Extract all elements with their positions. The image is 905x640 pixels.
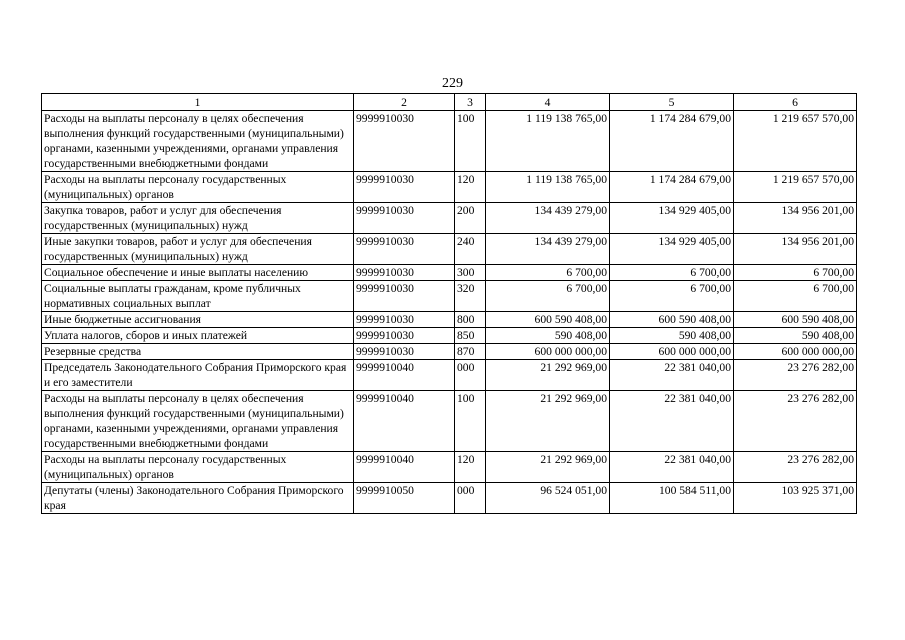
row-year2: 600 000 000,00 [610,344,734,360]
row-code: 9999910050 [354,483,455,514]
budget-table [41,93,857,514]
row-type: 850 [455,328,486,344]
row-year3: 590 408,00 [734,328,857,344]
row-year3: 23 276 282,00 [734,452,857,483]
row-type: 300 [455,265,486,281]
table-row [42,281,857,312]
header-row [42,94,857,111]
row-year1: 21 292 969,00 [486,452,610,483]
row-year2: 590 408,00 [610,328,734,344]
row-code: 9999910030 [354,344,455,360]
row-type: 200 [455,203,486,234]
column-header: 2 [354,94,455,111]
row-name: Иные бюджетные ассигнования [42,312,354,328]
row-year3: 103 925 371,00 [734,483,857,514]
column-header: 4 [486,94,610,111]
row-type: 000 [455,483,486,514]
row-name: Расходы на выплаты персоналу государственных (муниципальных) органов [42,172,354,203]
row-year2: 6 700,00 [610,265,734,281]
row-type: 100 [455,111,486,172]
row-year3: 1 219 657 570,00 [734,172,857,203]
row-year3: 600 000 000,00 [734,344,857,360]
row-type: 120 [455,172,486,203]
row-year2: 1 174 284 679,00 [610,172,734,203]
row-code: 9999910040 [354,452,455,483]
row-name: Депутаты (члены) Законодательного Собрания Приморского края [42,483,354,514]
row-year3: 23 276 282,00 [734,360,857,391]
row-year3: 23 276 282,00 [734,391,857,452]
row-code: 9999910040 [354,360,455,391]
row-year3: 6 700,00 [734,281,857,312]
row-name: Расходы на выплаты персоналу в целях обеспечения выполнения функций государственными (муниципальными) органами, казенными учреждениями, органами управления государственными внебюджетными фондами [42,111,354,172]
column-header: 6 [734,94,857,111]
table-row [42,234,857,265]
row-name: Иные закупки товаров, работ и услуг для обеспечения государственных (муниципальных) нужд [42,234,354,265]
row-name: Уплата налогов, сборов и иных платежей [42,328,354,344]
row-code: 9999910030 [354,281,455,312]
row-type: 100 [455,391,486,452]
table-row [42,111,857,172]
table-row [42,344,857,360]
column-header: 1 [42,94,354,111]
row-year2: 134 929 405,00 [610,234,734,265]
row-year3: 1 219 657 570,00 [734,111,857,172]
row-year3: 6 700,00 [734,265,857,281]
row-year2: 6 700,00 [610,281,734,312]
table-row [42,172,857,203]
table-row [42,312,857,328]
table-row [42,203,857,234]
row-year2: 22 381 040,00 [610,360,734,391]
row-year1: 21 292 969,00 [486,391,610,452]
table-row [42,328,857,344]
row-year1: 600 590 408,00 [486,312,610,328]
row-type: 870 [455,344,486,360]
row-year2: 22 381 040,00 [610,391,734,452]
table-row [42,360,857,391]
row-year1: 96 524 051,00 [486,483,610,514]
row-year2: 600 590 408,00 [610,312,734,328]
row-code: 9999910030 [354,312,455,328]
row-year3: 134 956 201,00 [734,234,857,265]
table-row [42,391,857,452]
column-header: 3 [455,94,486,111]
row-year3: 600 590 408,00 [734,312,857,328]
table-row [42,483,857,514]
row-type: 000 [455,360,486,391]
row-code: 9999910030 [354,172,455,203]
row-year2: 100 584 511,00 [610,483,734,514]
row-year1: 134 439 279,00 [486,234,610,265]
row-code: 9999910030 [354,328,455,344]
row-name: Председатель Законодательного Собрания Приморского края и его заместители [42,360,354,391]
row-year1: 590 408,00 [486,328,610,344]
row-year1: 6 700,00 [486,265,610,281]
row-type: 120 [455,452,486,483]
row-code: 9999910030 [354,265,455,281]
row-code: 9999910040 [354,391,455,452]
table-row [42,452,857,483]
row-year2: 134 929 405,00 [610,203,734,234]
row-year1: 134 439 279,00 [486,203,610,234]
row-year1: 1 119 138 765,00 [486,172,610,203]
row-year1: 6 700,00 [486,281,610,312]
row-type: 240 [455,234,486,265]
row-year2: 1 174 284 679,00 [610,111,734,172]
table-body [42,111,857,514]
row-type: 320 [455,281,486,312]
row-year1: 1 119 138 765,00 [486,111,610,172]
row-name: Резервные средства [42,344,354,360]
row-year1: 21 292 969,00 [486,360,610,391]
row-name: Расходы на выплаты персоналу в целях обеспечения выполнения функций государственными (муниципальными) органами, казенными учреждениями, органами управления государственными внебюджетными фондами [42,391,354,452]
row-type: 800 [455,312,486,328]
row-code: 9999910030 [354,203,455,234]
row-code: 9999910030 [354,234,455,265]
row-name: Расходы на выплаты персоналу государственных (муниципальных) органов [42,452,354,483]
row-year2: 22 381 040,00 [610,452,734,483]
page-number: 229 [442,76,463,91]
row-name: Социальные выплаты гражданам, кроме публичных нормативных социальных выплат [42,281,354,312]
row-code: 9999910030 [354,111,455,172]
column-header: 5 [610,94,734,111]
row-year3: 134 956 201,00 [734,203,857,234]
table-row [42,265,857,281]
row-name: Закупка товаров, работ и услуг для обеспечения государственных (муниципальных) нужд [42,203,354,234]
row-name: Социальное обеспечение и иные выплаты населению [42,265,354,281]
row-year1: 600 000 000,00 [486,344,610,360]
